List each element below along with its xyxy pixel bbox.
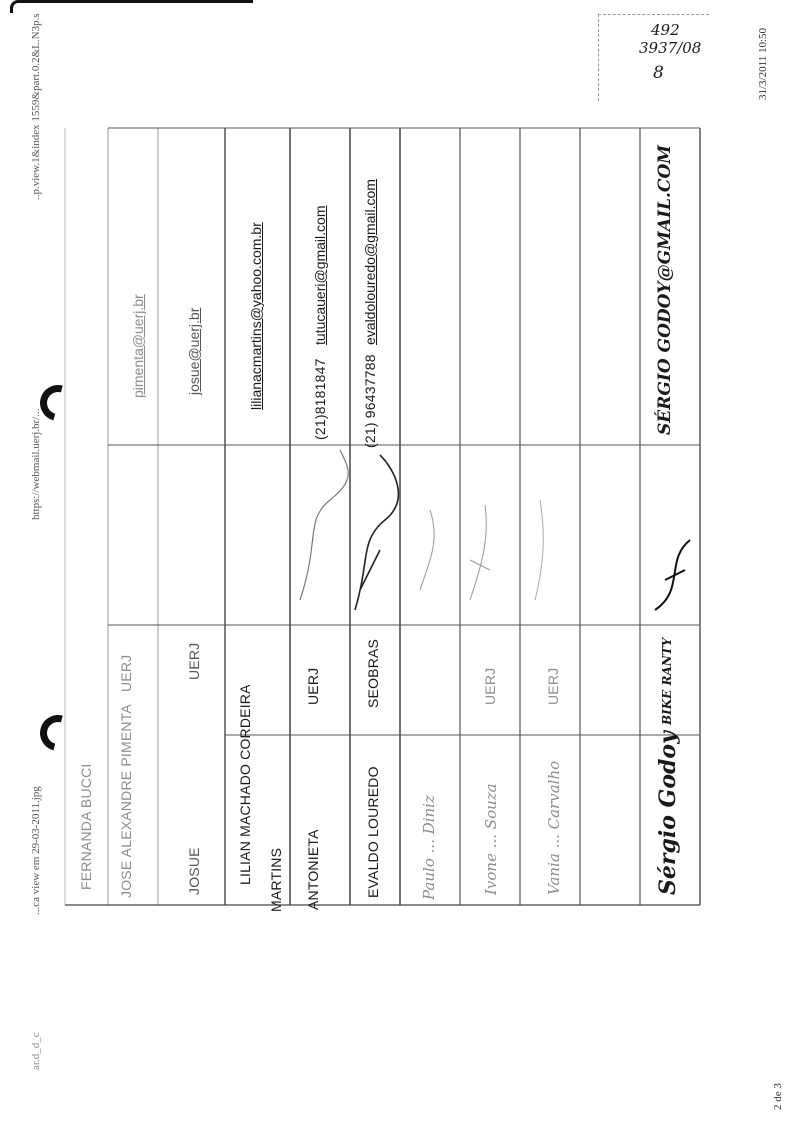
table-row-name: FERNANDA BUCCI — [78, 763, 94, 890]
table-row-institution: UERJ — [545, 667, 561, 705]
table-row-institution: SEOBRAS — [365, 638, 381, 708]
table-row-name: JOSE ALEXANDRE PIMENTA — [118, 704, 134, 898]
table-row-email: josue@uerj.br — [186, 307, 202, 395]
table-row-email: SÉRGIO GODOY@GMAIL.COM — [655, 144, 675, 435]
table-row-institution: UERJ — [186, 642, 202, 680]
table-row-name: Ivone ... Souza — [482, 783, 500, 895]
file-name: ...ca view em 29-03-2011.jpg — [30, 786, 42, 915]
table-row-email: lilianacmartins@yahoo.com.br — [248, 222, 264, 410]
scan-edge-mark — [10, 0, 253, 13]
table-row-name: Paulo ... Diniz — [420, 795, 438, 900]
page-number: 2 de 3 — [772, 1083, 784, 1110]
table-row-name-line2: MARTINS — [268, 847, 284, 912]
table-row-institution: UERJ — [305, 667, 321, 705]
table-row-institution: UERJ — [118, 654, 134, 692]
table-row-name: Vania ... Carvalho — [545, 760, 563, 895]
table-row-name: EVALDO LOUREDO — [365, 766, 381, 898]
table-row-name: ANTONIETA — [305, 829, 321, 910]
protocol-stamp — [598, 14, 709, 101]
stamp-number: 492 — [651, 21, 680, 39]
table-row-email: evaldolouredo@gmail.com — [362, 179, 378, 345]
table-row-name: Sérgio Godoy — [655, 731, 681, 895]
table-row-institution: BIKE RANTY — [660, 637, 674, 725]
stamp-page: 8 — [653, 63, 664, 83]
table-row-institution: UERJ — [482, 667, 498, 705]
table-row-phone: (21)8181847 — [312, 358, 328, 440]
print-timestamp: 31/3/2011 10:50 — [757, 27, 769, 100]
webmail-url: https://webmail.uerj.br/... — [30, 408, 42, 520]
table-row-phone: (21) 96437788 — [362, 354, 378, 448]
table-row-name: JOSUE — [186, 847, 202, 895]
table-row-name: LILIAN MACHADO CORDEIRA — [237, 684, 253, 885]
table-row-email: pimenta@uerj.br — [130, 294, 146, 398]
stamp-process: 3937/08 — [639, 39, 702, 57]
table-row-email: tutucaueri@gmail.com — [312, 205, 328, 345]
print-mark: ar.d_d_c — [30, 1032, 42, 1070]
view-path: ..p.view.1&index 1559&part.0.2&L.N3p.s — [30, 13, 42, 200]
